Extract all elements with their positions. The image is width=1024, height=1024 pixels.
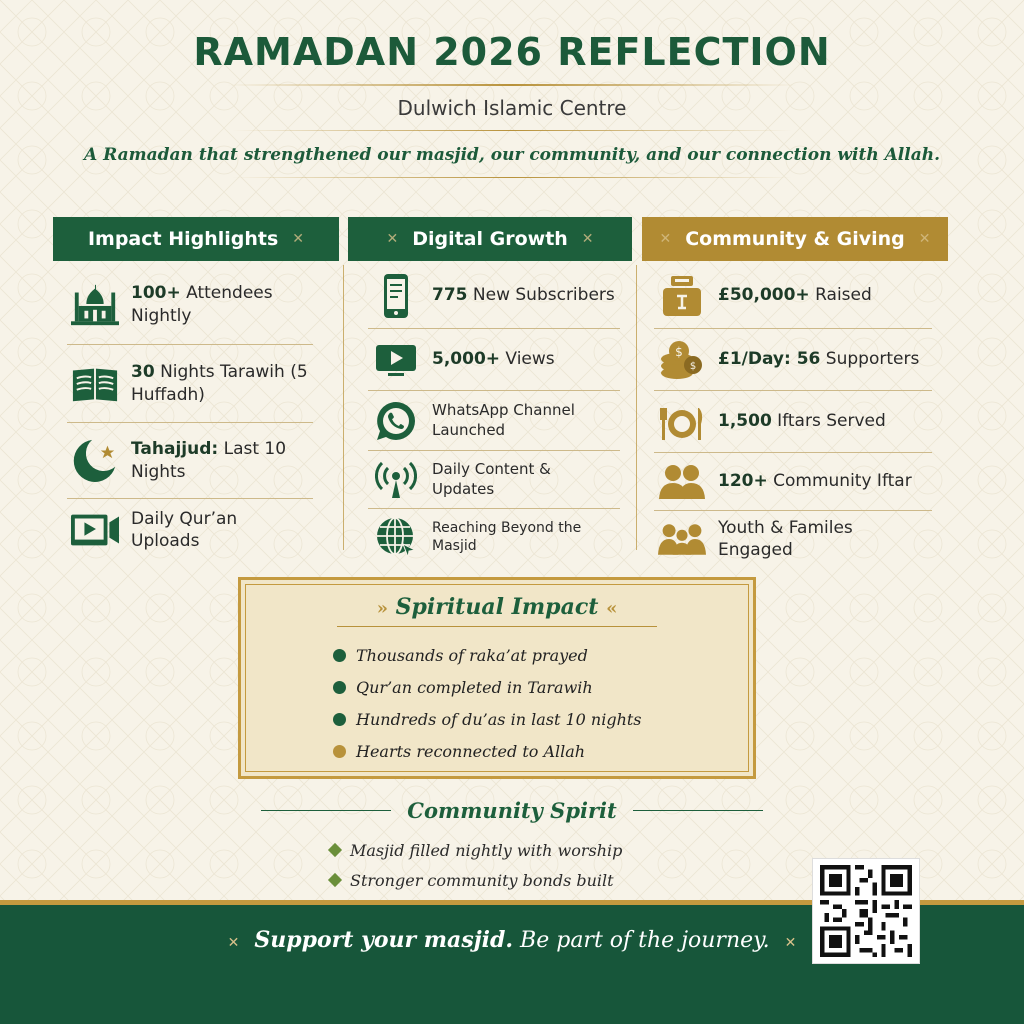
list-item — [333, 671, 753, 703]
item-text: Daily Content & Updates — [432, 460, 551, 498]
bullet-icon — [328, 843, 342, 857]
bullet-icon — [333, 681, 346, 694]
chevron-left-icon: « — [606, 598, 618, 619]
item-text: Masjid filled nightly with worship — [350, 840, 623, 860]
column-heading-label: Digital Growth — [412, 228, 568, 250]
list-item — [67, 265, 313, 345]
whatsapp-icon — [372, 401, 420, 441]
bullet-icon — [333, 713, 346, 726]
impact-highlights-column — [53, 217, 339, 561]
item-label — [718, 410, 886, 432]
family-icon — [658, 519, 706, 559]
list-item — [654, 391, 932, 453]
column-heading-label: Community & Giving — [685, 228, 905, 250]
list-item — [654, 263, 932, 329]
item-label — [432, 519, 616, 555]
list-item — [333, 639, 753, 671]
item-value: 30 — [131, 362, 155, 383]
item-text: Attendees Nightly — [131, 283, 273, 326]
item-label — [718, 517, 928, 561]
bullet-icon — [328, 873, 342, 887]
list-item — [67, 499, 313, 561]
broadcast-icon — [372, 460, 420, 500]
bullet-icon — [333, 745, 346, 758]
item-label — [131, 361, 309, 405]
item-value: 1,500 — [718, 411, 772, 432]
crescent-icon — [71, 441, 119, 481]
section-title: Community Spirit — [407, 798, 617, 823]
cta-text: Be part of the journey. — [513, 928, 770, 953]
ornament-icon: ✕ — [784, 935, 797, 951]
svg-text:$: $ — [689, 360, 697, 372]
coins-icon — [658, 340, 706, 380]
list-item — [368, 451, 620, 509]
list-item — [654, 453, 932, 511]
item-label — [718, 470, 912, 492]
ornament-icon: ✕ — [918, 231, 931, 247]
section-title-label: Spiritual Impact — [395, 594, 599, 620]
item-text: Raised — [809, 285, 872, 306]
list-item — [67, 423, 313, 499]
people-icon — [658, 462, 706, 502]
item-text: Views — [500, 349, 555, 370]
item-value: Tahajjud: — [131, 439, 219, 460]
item-text: New Subscribers — [467, 285, 615, 306]
item-text: Community Iftar — [767, 471, 912, 492]
globe-icon — [372, 517, 420, 557]
mosque-icon — [71, 285, 119, 325]
column-heading — [348, 217, 632, 261]
item-label — [131, 508, 309, 552]
item-value: 5,000+ — [432, 349, 501, 370]
item-value: 775 — [432, 285, 468, 306]
item-label — [131, 282, 309, 326]
item-label — [432, 348, 555, 370]
column-heading — [53, 217, 339, 261]
list-item — [333, 703, 753, 735]
tagline-divider — [232, 177, 792, 178]
spiritual-list — [333, 639, 753, 767]
list-item — [333, 735, 753, 767]
item-value: 120+ — [718, 471, 768, 492]
list-item — [368, 391, 620, 451]
header — [0, 30, 1024, 178]
list-item — [67, 345, 313, 423]
spiritual-impact-panel — [238, 577, 756, 779]
plate-icon — [658, 402, 706, 442]
item-value: £1/Day: 56 — [718, 349, 821, 370]
column-heading — [642, 217, 948, 261]
heading-rule — [261, 810, 391, 811]
item-label — [718, 348, 919, 370]
column-divider — [636, 265, 637, 550]
ornament-icon: ✕ — [581, 231, 594, 247]
ornament-icon: ✕ — [227, 935, 240, 951]
list-item — [368, 509, 620, 565]
community-giving-column — [642, 217, 948, 567]
page-title: RAMADAN 2026 REFLECTION — [193, 30, 831, 74]
item-text: Last 10 Nights — [131, 439, 287, 482]
quran-icon — [71, 364, 119, 404]
list-item — [654, 511, 932, 567]
item-label — [718, 284, 872, 306]
video-icon — [71, 510, 119, 550]
item-label — [432, 401, 616, 440]
organisation-name: Dulwich Islamic Centre — [397, 96, 627, 120]
ornament-icon: ✕ — [292, 231, 305, 247]
item-text: Daily Qur’an Uploads — [131, 508, 238, 551]
ornament-icon: ✕ — [386, 231, 399, 247]
item-label — [131, 438, 309, 482]
title-divider — [227, 84, 797, 86]
svg-text:$: $ — [675, 344, 683, 359]
subtitle-divider — [232, 130, 792, 131]
item-text: Hearts reconnected to Allah — [356, 741, 586, 761]
item-text: Iftars Served — [771, 411, 886, 432]
chevron-right-icon: » — [376, 598, 388, 619]
bullet-icon — [333, 649, 346, 662]
item-text: WhatsApp Channel Launched — [432, 401, 575, 439]
digital-growth-column — [348, 217, 632, 565]
ornament-icon: ✕ — [659, 231, 672, 247]
list-item — [654, 329, 932, 391]
item-label — [432, 460, 616, 499]
donation-box-icon — [658, 276, 706, 316]
item-text: Hundreds of du’as in last 10 nights — [356, 709, 642, 729]
item-text: Stronger community bonds built — [350, 870, 614, 890]
section-title — [241, 594, 753, 620]
tagline: A Ramadan that strengthened our masjid, our community, and our connection with Allah. — [84, 145, 940, 165]
list-item — [368, 329, 620, 391]
cta-strong: Support your masjid. — [254, 927, 514, 953]
item-text: Supporters — [820, 349, 920, 370]
section-heading — [0, 798, 1024, 823]
item-value: 100+ — [131, 283, 181, 304]
phone-icon — [372, 276, 420, 316]
item-text: Reaching Beyond the Masjid — [432, 519, 582, 554]
item-text: Youth & Familes Engaged — [718, 517, 853, 560]
heading-rule — [633, 810, 763, 811]
item-text: Qur’an completed in Tarawih — [356, 677, 593, 697]
youtube-icon — [372, 340, 420, 380]
column-heading-label: Impact Highlights — [87, 228, 279, 250]
item-text: Nights Tarawih (5 Huffadh) — [131, 362, 308, 405]
list-item — [368, 263, 620, 329]
item-label — [432, 284, 615, 306]
item-text: Thousands of raka’at prayed — [356, 645, 588, 665]
column-divider — [343, 265, 344, 550]
item-value: £50,000+ — [718, 285, 810, 306]
section-divider — [337, 626, 657, 627]
qr-code[interactable] — [812, 858, 920, 964]
qr-code-icon — [819, 865, 913, 957]
